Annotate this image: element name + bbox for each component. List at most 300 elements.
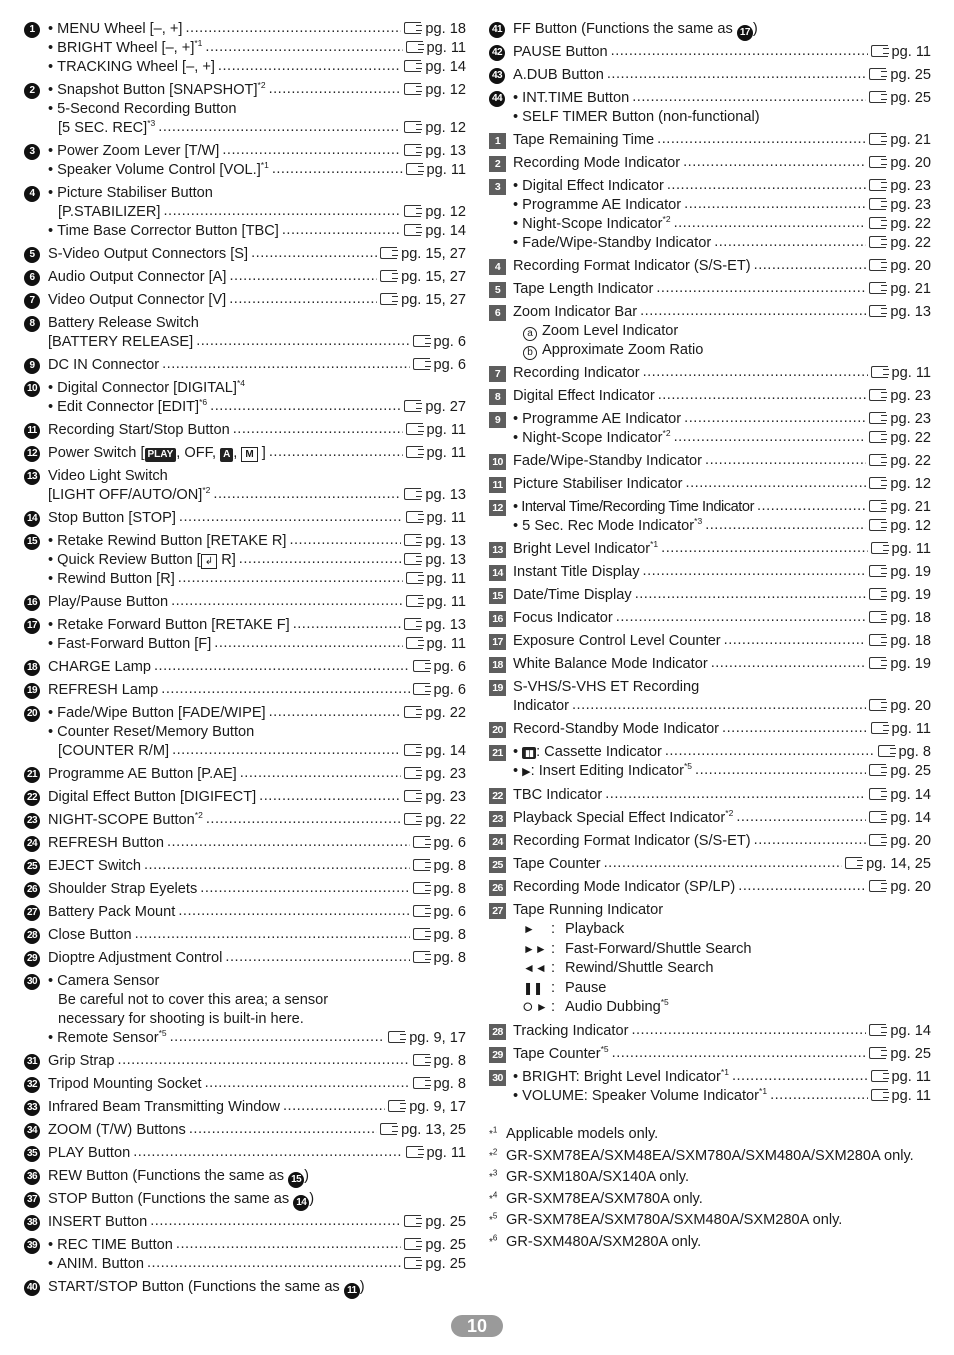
item-line — [513, 1045, 931, 1064]
item-line — [48, 444, 466, 463]
item-text: MENU Wheel [–, +] — [57, 21, 183, 37]
item-line — [48, 203, 466, 222]
item-line — [513, 387, 931, 406]
item-line — [48, 704, 466, 723]
page-number-ref: pg. 19 — [890, 656, 931, 672]
dot-leader — [163, 202, 401, 221]
page-number-ref: pg. 25 — [890, 67, 931, 83]
page-number-ref: pg. 6 — [433, 659, 466, 675]
item-line — [48, 788, 466, 807]
reference-icon — [413, 928, 430, 940]
control-item-13 — [24, 467, 466, 505]
callout-number-19: 19 — [24, 683, 40, 699]
reference-icon — [404, 22, 421, 34]
reference-icon — [869, 788, 886, 800]
page-reference — [406, 421, 467, 440]
item-line — [48, 926, 466, 945]
control-item-17 — [24, 616, 466, 654]
page-reference — [406, 39, 467, 58]
reference-icon — [869, 519, 886, 531]
page-number-ref: pg. 13 — [425, 487, 466, 503]
page-number-ref: pg. 22 — [425, 705, 466, 721]
page-reference — [404, 486, 466, 505]
item-line — [48, 880, 466, 899]
item-text: Recording Start/Stop Button — [48, 422, 230, 438]
page-number-ref: pg. 25 — [425, 1256, 466, 1272]
page-number-ref: pg. 20 — [890, 879, 931, 895]
dot-leader — [293, 615, 402, 634]
callout-number-36: 36 — [24, 1169, 40, 1185]
item-line — [48, 81, 466, 100]
item-label — [48, 681, 158, 700]
page-number-ref: pg. 14, 25 — [866, 856, 931, 872]
page-number-ref: pg. 8 — [433, 927, 466, 943]
item-text: Approximate Zoom Ratio — [542, 342, 704, 358]
item-label — [48, 398, 207, 417]
item-text: Night-Scope Indicator — [522, 430, 663, 446]
callout-number-11: 11 — [24, 423, 40, 439]
reference-icon — [388, 1100, 405, 1112]
page-number-ref: pg. 22 — [890, 453, 931, 469]
dot-leader — [757, 497, 866, 516]
item-label — [58, 992, 328, 1008]
reference-icon — [869, 454, 886, 466]
callout-number-23: 23 — [24, 813, 40, 829]
item-text: Be careful not to cover this area; a sensor — [58, 992, 329, 1008]
page-number-ref: pg. 8 — [433, 950, 466, 966]
item-text: Zoom Level Indicator — [542, 323, 679, 339]
item-text: Picture Stabiliser Button — [57, 185, 213, 201]
footnote-marker: *2 — [194, 810, 203, 821]
reference-icon — [869, 179, 886, 191]
control-item-3 — [24, 142, 466, 180]
item-label — [48, 551, 236, 570]
item-label — [48, 570, 175, 589]
footnote-text: GR-SXM78EA/SXM48EA/SXM780A/SXM480A/SXM280A only. — [506, 1147, 914, 1164]
item-line — [48, 421, 466, 440]
reference-icon — [869, 431, 886, 443]
control-item-5 — [24, 245, 466, 264]
item-line — [513, 632, 931, 651]
item-label — [57, 101, 236, 117]
indicator-number-17: 17 — [489, 634, 506, 650]
tape-run-symbol-label: Fast-Forward/Shuttle Search — [565, 940, 752, 957]
item-line — [48, 765, 466, 784]
indicator-number-28: 28 — [489, 1024, 506, 1040]
page-number-ref: pg. 14 — [890, 810, 931, 826]
page-reference — [404, 20, 466, 39]
dot-leader — [229, 267, 377, 286]
control-item-10 — [24, 379, 466, 417]
item-line — [513, 720, 931, 739]
item-label — [48, 161, 269, 180]
callout-number-13: 13 — [24, 469, 40, 485]
indicator-item-20 — [489, 720, 931, 739]
footnote-mark-number: 3 — [492, 1168, 498, 1178]
item-text: FF Button (Functions the same as — [513, 21, 737, 37]
callout-number-18: 18 — [24, 660, 40, 676]
reference-icon — [869, 282, 886, 294]
reference-icon — [871, 45, 888, 57]
indicator-number-10: 10 — [489, 454, 506, 470]
item-line — [513, 1087, 931, 1106]
page-reference — [871, 1087, 932, 1106]
indicator-item-1 — [489, 131, 931, 150]
page-reference — [869, 762, 931, 781]
page-reference — [869, 177, 931, 196]
item-text: Night-Scope Indicator — [522, 216, 663, 232]
item-line — [513, 196, 931, 215]
dot-leader — [269, 703, 402, 722]
page-number-ref: pg. 11 — [891, 1087, 931, 1104]
item-text: Recording Mode Indicator — [513, 155, 681, 171]
page-reference — [869, 387, 931, 406]
dot-leader — [695, 761, 866, 780]
dot-leader — [705, 451, 866, 470]
item-label — [513, 280, 653, 299]
page-reference — [404, 398, 466, 417]
page-reference — [404, 222, 466, 241]
reference-icon — [869, 588, 886, 600]
indicator-number-3: 3 — [489, 179, 506, 195]
item-text: Record-Standby Mode Indicator — [513, 721, 720, 737]
colon: : — [551, 979, 556, 996]
page-reference — [388, 1098, 466, 1117]
page-number-ref: pg. 21 — [890, 281, 931, 297]
page-reference — [869, 257, 931, 276]
dot-leader — [206, 810, 402, 829]
page-reference — [869, 498, 931, 517]
page-number-ref: pg. 23 — [890, 411, 931, 427]
dot-leader — [144, 856, 410, 875]
control-item-35 — [24, 1144, 466, 1163]
item-text: [P.STABILIZER] — [58, 204, 161, 220]
page-number-ref: pg. 12 — [425, 204, 466, 220]
item-line — [513, 280, 931, 299]
footnote-marker: *3 — [694, 516, 703, 527]
item-label — [513, 131, 654, 150]
item-text: : Cassette Indicator — [536, 744, 662, 760]
reference-icon — [869, 259, 886, 271]
page-reference — [404, 704, 466, 723]
item-line — [513, 1022, 931, 1041]
page-reference — [413, 681, 466, 700]
item-label — [48, 1029, 167, 1048]
reference-icon — [413, 882, 430, 894]
reference-icon — [869, 880, 886, 892]
callout-number-40: 40 — [24, 1280, 40, 1296]
item-label — [513, 43, 608, 62]
callout-number-25: 25 — [24, 859, 40, 875]
indicator-item-8 — [489, 387, 931, 406]
tape-run-symbol-label: Audio Dubbing — [565, 999, 661, 1015]
page-number-ref: pg. 11 — [426, 40, 466, 56]
item-text: Picture Stabiliser Indicator — [513, 476, 683, 492]
item-label — [48, 1144, 130, 1163]
page-reference — [404, 532, 466, 551]
reference-icon — [413, 335, 430, 347]
item-label — [48, 788, 256, 807]
item-line — [513, 257, 931, 276]
item-text: PAUSE Button — [513, 44, 608, 60]
colon: : — [551, 960, 556, 976]
reference-icon — [404, 534, 421, 546]
reference-icon — [404, 706, 421, 718]
item-line — [513, 475, 931, 494]
control-item-15 — [24, 532, 466, 589]
dot-leader — [738, 877, 866, 896]
indicator-item-24 — [489, 832, 931, 851]
reference-icon — [869, 611, 886, 623]
page-number-ref: pg. 15, 27 — [401, 269, 466, 285]
dot-leader — [214, 634, 402, 653]
footnote-2 — [489, 1147, 931, 1166]
callout-number-2: 2 — [24, 83, 40, 99]
item-text: SELF TIMER Button (non-functional) — [522, 109, 760, 125]
item-text: Tape Running Indicator — [513, 902, 664, 918]
item-line — [48, 1278, 466, 1297]
item-text: Tracking Indicator — [513, 1022, 629, 1039]
reference-icon — [869, 657, 886, 669]
item-line — [48, 857, 466, 876]
item-label — [57, 380, 245, 396]
reference-icon — [404, 1215, 421, 1227]
footnote-text: GR-SXM180A/SX140A only. — [506, 1169, 690, 1185]
item-line — [48, 903, 466, 922]
callout-number-24: 24 — [24, 836, 40, 852]
dot-leader — [714, 233, 866, 252]
page-number-ref: pg. 9, 17 — [409, 1030, 466, 1046]
page-reference — [413, 834, 466, 853]
control-item-40 — [24, 1278, 466, 1297]
item-text: REW Button (Functions the same as — [48, 1168, 289, 1184]
reference-icon — [871, 542, 888, 554]
dot-leader — [189, 1120, 377, 1139]
footnote-6 — [489, 1233, 931, 1252]
callout-number-26: 26 — [24, 882, 40, 898]
page-number-ref: pg. 8 — [433, 1076, 466, 1092]
paren-close: ) — [304, 1168, 309, 1184]
page-number-ref: pg. 22 — [890, 430, 931, 446]
indicator-number-5: 5 — [489, 282, 506, 298]
dot-leader — [251, 244, 377, 263]
reference-icon — [871, 722, 888, 734]
item-text: Playback Special Effect Indicator — [513, 810, 726, 826]
reference-icon — [404, 60, 421, 72]
dot-leader — [684, 409, 866, 428]
dot-leader — [724, 631, 867, 650]
item-text: : Insert Editing Indicator — [530, 763, 684, 779]
item-label — [513, 66, 604, 85]
item-line — [513, 154, 931, 173]
insert-edit-icon: ▶ — [522, 766, 531, 778]
separator: , — [233, 445, 242, 461]
item-label — [48, 81, 266, 100]
item-label — [513, 257, 751, 276]
item-line — [48, 20, 466, 39]
item-line — [48, 58, 466, 77]
reference-icon — [869, 217, 886, 229]
item-line — [48, 356, 466, 375]
footnote-marker: *6 — [199, 397, 208, 408]
dot-leader — [200, 879, 409, 898]
reference-icon — [869, 565, 886, 577]
footnote-marker: *3 — [147, 118, 156, 129]
control-item-26 — [24, 880, 466, 899]
page-reference — [380, 1121, 466, 1140]
item-line — [513, 855, 931, 874]
item-line — [48, 268, 466, 287]
item-line — [48, 39, 466, 58]
page-number-ref: pg. 20 — [890, 155, 931, 171]
colon: : — [551, 940, 556, 957]
item-label — [513, 586, 632, 605]
page-reference — [406, 1144, 467, 1163]
item-line — [48, 532, 466, 551]
callout-number-14: 14 — [24, 511, 40, 527]
page-reference — [404, 1213, 466, 1232]
dot-leader — [222, 141, 401, 160]
item-text: Power Zoom Lever [T/W] — [57, 143, 220, 159]
callout-number-20: 20 — [24, 706, 40, 722]
item-label — [48, 593, 168, 612]
reference-icon — [871, 366, 888, 378]
footnote-marker: *1 — [720, 1066, 729, 1077]
page-number-ref: pg. 9, 17 — [409, 1099, 466, 1115]
item-label — [513, 475, 683, 494]
dot-leader — [161, 680, 409, 699]
page-reference — [869, 410, 931, 429]
dot-leader — [611, 42, 868, 61]
indicator-number-15: 15 — [489, 588, 506, 604]
item-line — [48, 100, 466, 119]
item-line — [513, 762, 931, 782]
reference-icon — [406, 1146, 423, 1158]
item-line — [513, 517, 931, 536]
page-reference — [406, 161, 467, 180]
item-line — [48, 658, 466, 677]
callout-number-1: 1 — [24, 22, 40, 38]
reference-icon — [869, 1047, 886, 1059]
callout-number-7: 7 — [24, 293, 40, 309]
page-number-ref: pg. 11 — [426, 510, 466, 526]
page-reference — [413, 926, 466, 945]
control-item-39 — [24, 1236, 466, 1274]
page-number-ref: pg. 11 — [891, 1068, 931, 1085]
control-item-38 — [24, 1213, 466, 1232]
item-text: PLAY Button — [48, 1145, 131, 1161]
reference-icon — [404, 790, 421, 802]
reference-icon — [869, 834, 886, 846]
item-text: CHARGE Lamp — [48, 659, 151, 675]
off-label: , OFF, — [176, 445, 221, 461]
item-text: Zoom Indicator Bar — [513, 304, 638, 320]
control-item-22 — [24, 788, 466, 807]
item-text: [BATTERY RELEASE] — [48, 334, 194, 350]
item-text: INT.TIME Button — [522, 90, 630, 106]
item-text: REFRESH Lamp — [48, 682, 159, 698]
page-reference — [871, 720, 932, 739]
page-number-ref: pg. 6 — [433, 357, 466, 373]
page-number-ref: pg. 23 — [890, 178, 931, 194]
item-label — [48, 1236, 173, 1255]
tape-run-symbol-label: Rewind/Shuttle Search — [565, 960, 714, 976]
item-label — [48, 1279, 365, 1295]
callout-number-42: 42 — [489, 45, 505, 61]
item-line — [513, 177, 931, 196]
item-line — [48, 1052, 466, 1071]
item-text: Rewind Button [R] — [57, 571, 175, 587]
footnote-3 — [489, 1168, 931, 1187]
dot-leader — [665, 742, 875, 761]
page-reference — [869, 609, 931, 628]
item-label — [48, 39, 202, 58]
control-item-36 — [24, 1167, 466, 1186]
reference-icon — [406, 572, 423, 584]
dot-leader — [176, 1235, 402, 1254]
tape-run-symbol-row — [513, 959, 931, 979]
page-reference — [869, 1045, 931, 1064]
zoom-sub-icon-a: a — [523, 327, 537, 341]
indicator-item-28 — [489, 1022, 931, 1041]
colon: : — [551, 921, 556, 937]
item-line — [48, 635, 466, 654]
control-item-30 — [24, 972, 466, 1048]
item-line — [513, 322, 931, 341]
page-number-ref: pg. 14 — [425, 223, 466, 239]
page-number-ref: pg. 23 — [890, 197, 931, 213]
indicator-item-9 — [489, 410, 931, 448]
reference-icon — [869, 236, 886, 248]
item-label — [513, 902, 663, 918]
footnote-mark-number: 4 — [492, 1190, 498, 1200]
item-label — [48, 444, 266, 463]
control-item-8 — [24, 314, 466, 352]
dot-leader — [229, 290, 377, 309]
dot-leader — [656, 279, 866, 298]
indicator-number-12: 12 — [489, 500, 506, 516]
page-number-ref: pg. 21 — [890, 499, 931, 515]
indicator-number-14: 14 — [489, 565, 506, 581]
indicator-number-23: 23 — [489, 811, 506, 827]
item-text: Battery Release Switch — [48, 315, 199, 331]
right-column — [489, 20, 931, 1110]
footnote-mark-number: 2 — [492, 1147, 498, 1157]
item-text: White Balance Mode Indicator — [513, 656, 708, 672]
item-line — [513, 743, 931, 762]
control-item-16 — [24, 593, 466, 612]
item-label — [513, 154, 680, 173]
page-reference — [413, 333, 466, 352]
page-reference — [413, 857, 466, 876]
item-label — [48, 1213, 147, 1232]
tape-run-symbol-row — [513, 940, 931, 960]
page-reference — [404, 788, 466, 807]
item-text: Indicator — [513, 698, 569, 714]
item-text: Exposure Control Level Counter — [513, 633, 721, 649]
control-item-2 — [24, 81, 466, 138]
reference-icon — [869, 133, 886, 145]
item-text: BRIGHT Wheel [–, +] — [57, 40, 195, 56]
page-number-ref: pg. 25 — [890, 1045, 931, 1062]
item-line — [513, 66, 931, 85]
footnote-mark: *$^3$ — [489, 1168, 498, 1183]
page-reference — [869, 215, 931, 234]
indicator-number-8: 8 — [489, 389, 506, 405]
page-reference — [406, 593, 467, 612]
page-reference — [869, 1022, 931, 1041]
indicator-item-18 — [489, 655, 931, 674]
